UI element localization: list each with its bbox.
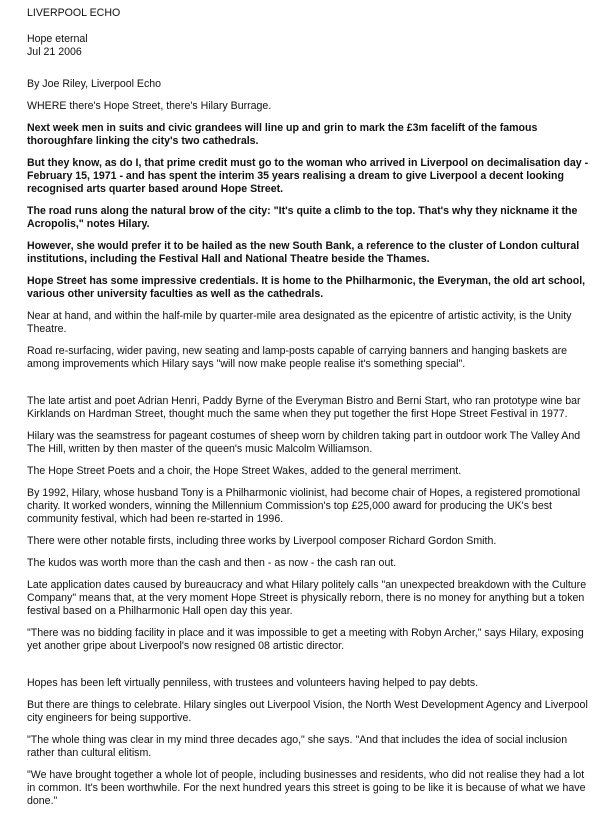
paragraph: Hope Street has some impressive credentials. It is home to the Philharmonic, the Everyman, the old art school, various other university faculties as well as the cathedrals. [27,275,586,300]
paragraph: "There was no bidding facility in place and it was impossible to get a meeting with Robyn Archer," says Hilary, exposing yet another gripe about Liverpool's now resigned 08 artistic director. [27,627,584,652]
paragraph: Road re-surfacing, wider paving, new seating and lamp-posts capable of carrying banners and hanging baskets are among improvements which Hilary says "will now make people realise it's something special". [27,345,568,370]
article-body [27,78,595,817]
paragraph: However, she would prefer it to be hailed as the new South Bank, a reference to the cluster of London cultural institutions, including the Festival Hall and National Theatre beside the Thames. [27,240,580,265]
paragraph: The Hope Street Poets and a choir, the Hope Street Wakes, added to the general merriment. [27,465,462,477]
paragraph: The kudos was worth more than the cash and then - as now - the cash ran out. [27,557,397,569]
paragraph: Near at hand, and within the half-mile by quarter-mile area designated as the epicentre of artistic activity, is the Unity Theatre. [27,310,572,335]
paragraph: "We have brought together a whole lot of people, including businesses and residents, who did not realise they had a lot in common. It's been worthwhile. For the next hundred years this street is going to be like it is because of what we have done." [27,769,586,807]
paragraph: By 1992, Hilary, whose husband Tony is a Philharmonic violinist, had become chair of Hopes, a registered promotional charity. It worked wonders, winning the Millennium Commission's top £25,000 award for producing the UK's best community festival, which had been re-started in 1996. [27,487,581,525]
paragraph: Next week men in suits and civic grandees will line up and grin to mark the £3m facelift of the famous thoroughfare linking the city's two cathedrals. [27,122,538,147]
paragraph: But they know, as do I, that prime credit must go to the woman who arrived in Liverpool on decimalisation day - February 15, 1971 - and has spent the interim 35 years realising a dream to give Liverpool a decent looking recognised arts quarter based around Hope Street. [27,157,589,195]
paragraph: Hilary was the seamstress for pageant costumes of sheep worn by children taking part in outdoor work The Valley And The Hill, written by then master of the queen's music Malcolm Williamson. [27,430,581,455]
article-date: Jul 21 2006 [27,46,82,58]
byline: By Joe Riley, Liverpool Echo [27,78,162,90]
paragraph: Hopes has been left virtually penniless, with trustees and volunteers having helped to pay debts. [27,677,479,689]
article-title: Hope eternal [27,33,88,45]
paragraph: WHERE there's Hope Street, there's Hilary Burrage. [27,100,272,112]
paragraph: The road runs along the natural brow of the city: "It's quite a climb to the top. That's why they nickname it the Acropolis," notes Hilary. [27,205,578,230]
paragraph: But there are things to celebrate. Hilary singles out Liverpool Vision, the North West Development Agency and Liverpool city engineers for being supportive. [27,699,588,724]
paragraph: The late artist and poet Adrian Henri, Paddy Byrne of the Everyman Bistro and Berni Start, who ran prototype wine bar Kirklands on Hardman Street, thought much the same when they put together the first Hope Street Festival in 1977. [27,395,581,420]
article-header [27,7,120,59]
publication-name: LIVERPOOL ECHO [27,7,121,19]
paragraph: "The whole thing was clear in my mind three decades ago," she says. "And that includes the idea of social inclusion rather than cultural elitism. [27,734,568,759]
paragraph: Late application dates caused by bureaucracy and what Hilary politely calls "an unexpected breakdown with the Culture Company" means that, at the very moment Hope Street is physically reborn, there is no money for anything but a token festival based on a Philharmonic Hall open day this year. [27,579,587,617]
paragraph: There were other notable firsts, including three works by Liverpool composer Richard Gordon Smith. [27,535,497,547]
